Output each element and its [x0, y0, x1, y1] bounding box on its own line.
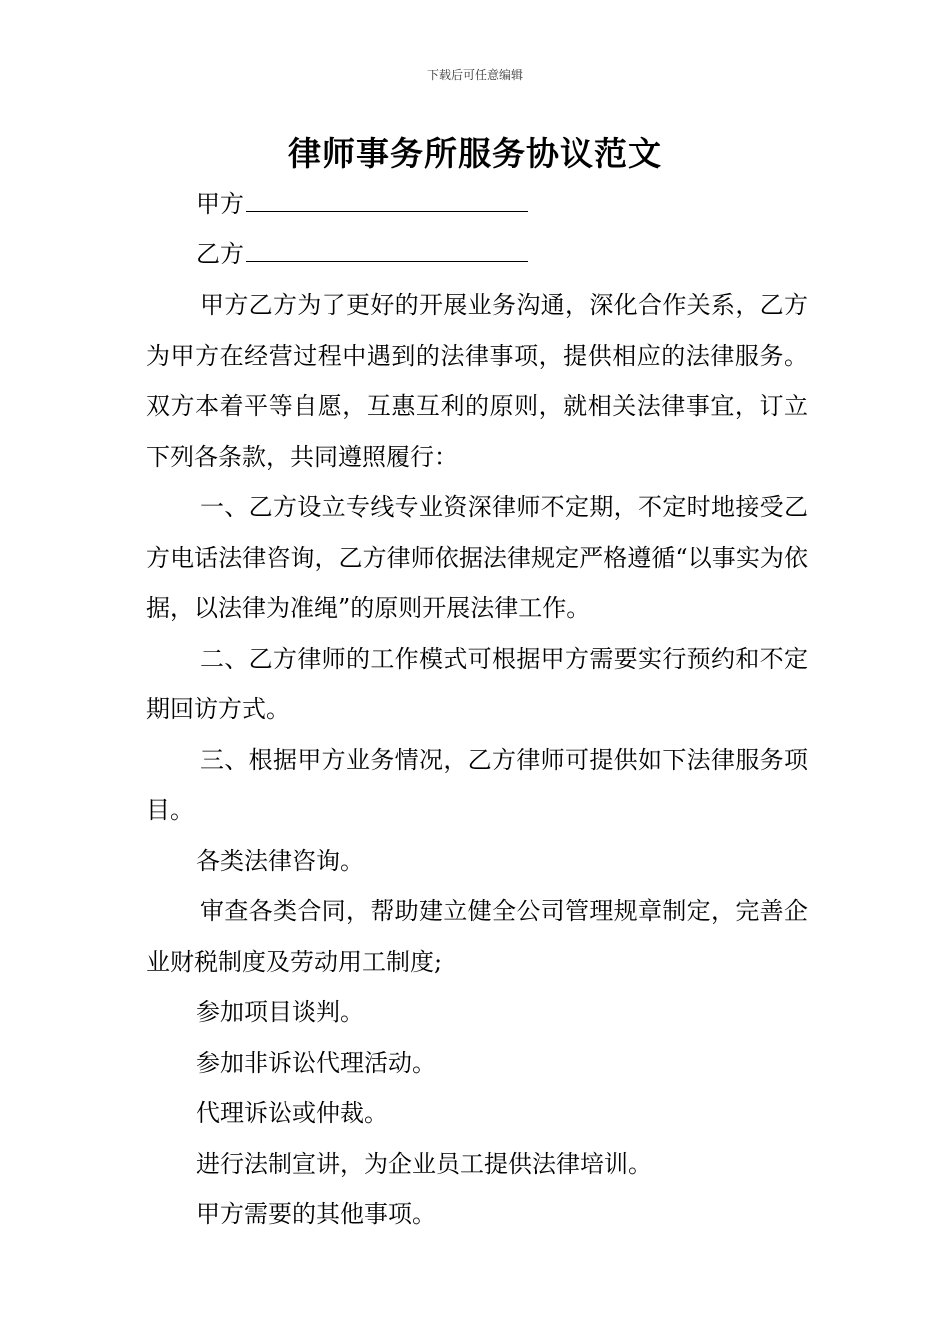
service-item: 进行法制宣讲，为企业员工提供法律培训。 — [196, 1149, 652, 1178]
service-item: 审查各类合同，帮助建立健全公司管理规章制定，完善企业财税制度及劳动用工制度; — [146, 897, 808, 976]
paragraph-clause-2: 二、乙方律师的工作模式可根据甲方需要实行预约和不定期回访方式。 — [146, 644, 808, 723]
paragraph-preamble: 甲方乙方为了更好的开展业务沟通，深化合作关系，乙方为甲方在经营过程中遇到的法律事项，提供相应的法律服务。双方本着平等自愿，互惠互利的原则，就相关法律事宜，订立下列各条款，共同遵照履行： — [146, 291, 808, 471]
party-b-label: 乙方 — [196, 240, 244, 268]
paragraph-clause-3: 三、根据甲方业务情况，乙方律师可提供如下法律服务项目。 — [146, 745, 808, 824]
document-body — [146, 280, 808, 1240]
service-item: 代理诉讼或仲裁。 — [196, 1099, 388, 1127]
service-item: 参加非诉讼代理活动。 — [196, 1048, 436, 1077]
party-a-line — [196, 184, 528, 219]
party-b-line — [196, 234, 528, 269]
party-b-blank — [246, 237, 528, 262]
service-item: 甲方需要的其他事项。 — [196, 1200, 436, 1228]
document-title: 律师事务所服务协议范文 — [288, 134, 662, 173]
paragraph-clause-1: 一、乙方设立专线专业资深律师不定期，不定时地接受乙方电话法律咨询，乙方律师依据法律规定严格遵循“以事实为依据，以法律为准绳”的原则开展法律工作。 — [146, 493, 808, 622]
service-item: 参加项目谈判。 — [196, 998, 364, 1026]
header-note: 下载后可任意编辑 — [426, 68, 523, 82]
party-a-blank — [246, 187, 528, 212]
party-a-label: 甲方 — [196, 190, 244, 218]
service-item: 各类法律咨询。 — [196, 846, 364, 875]
